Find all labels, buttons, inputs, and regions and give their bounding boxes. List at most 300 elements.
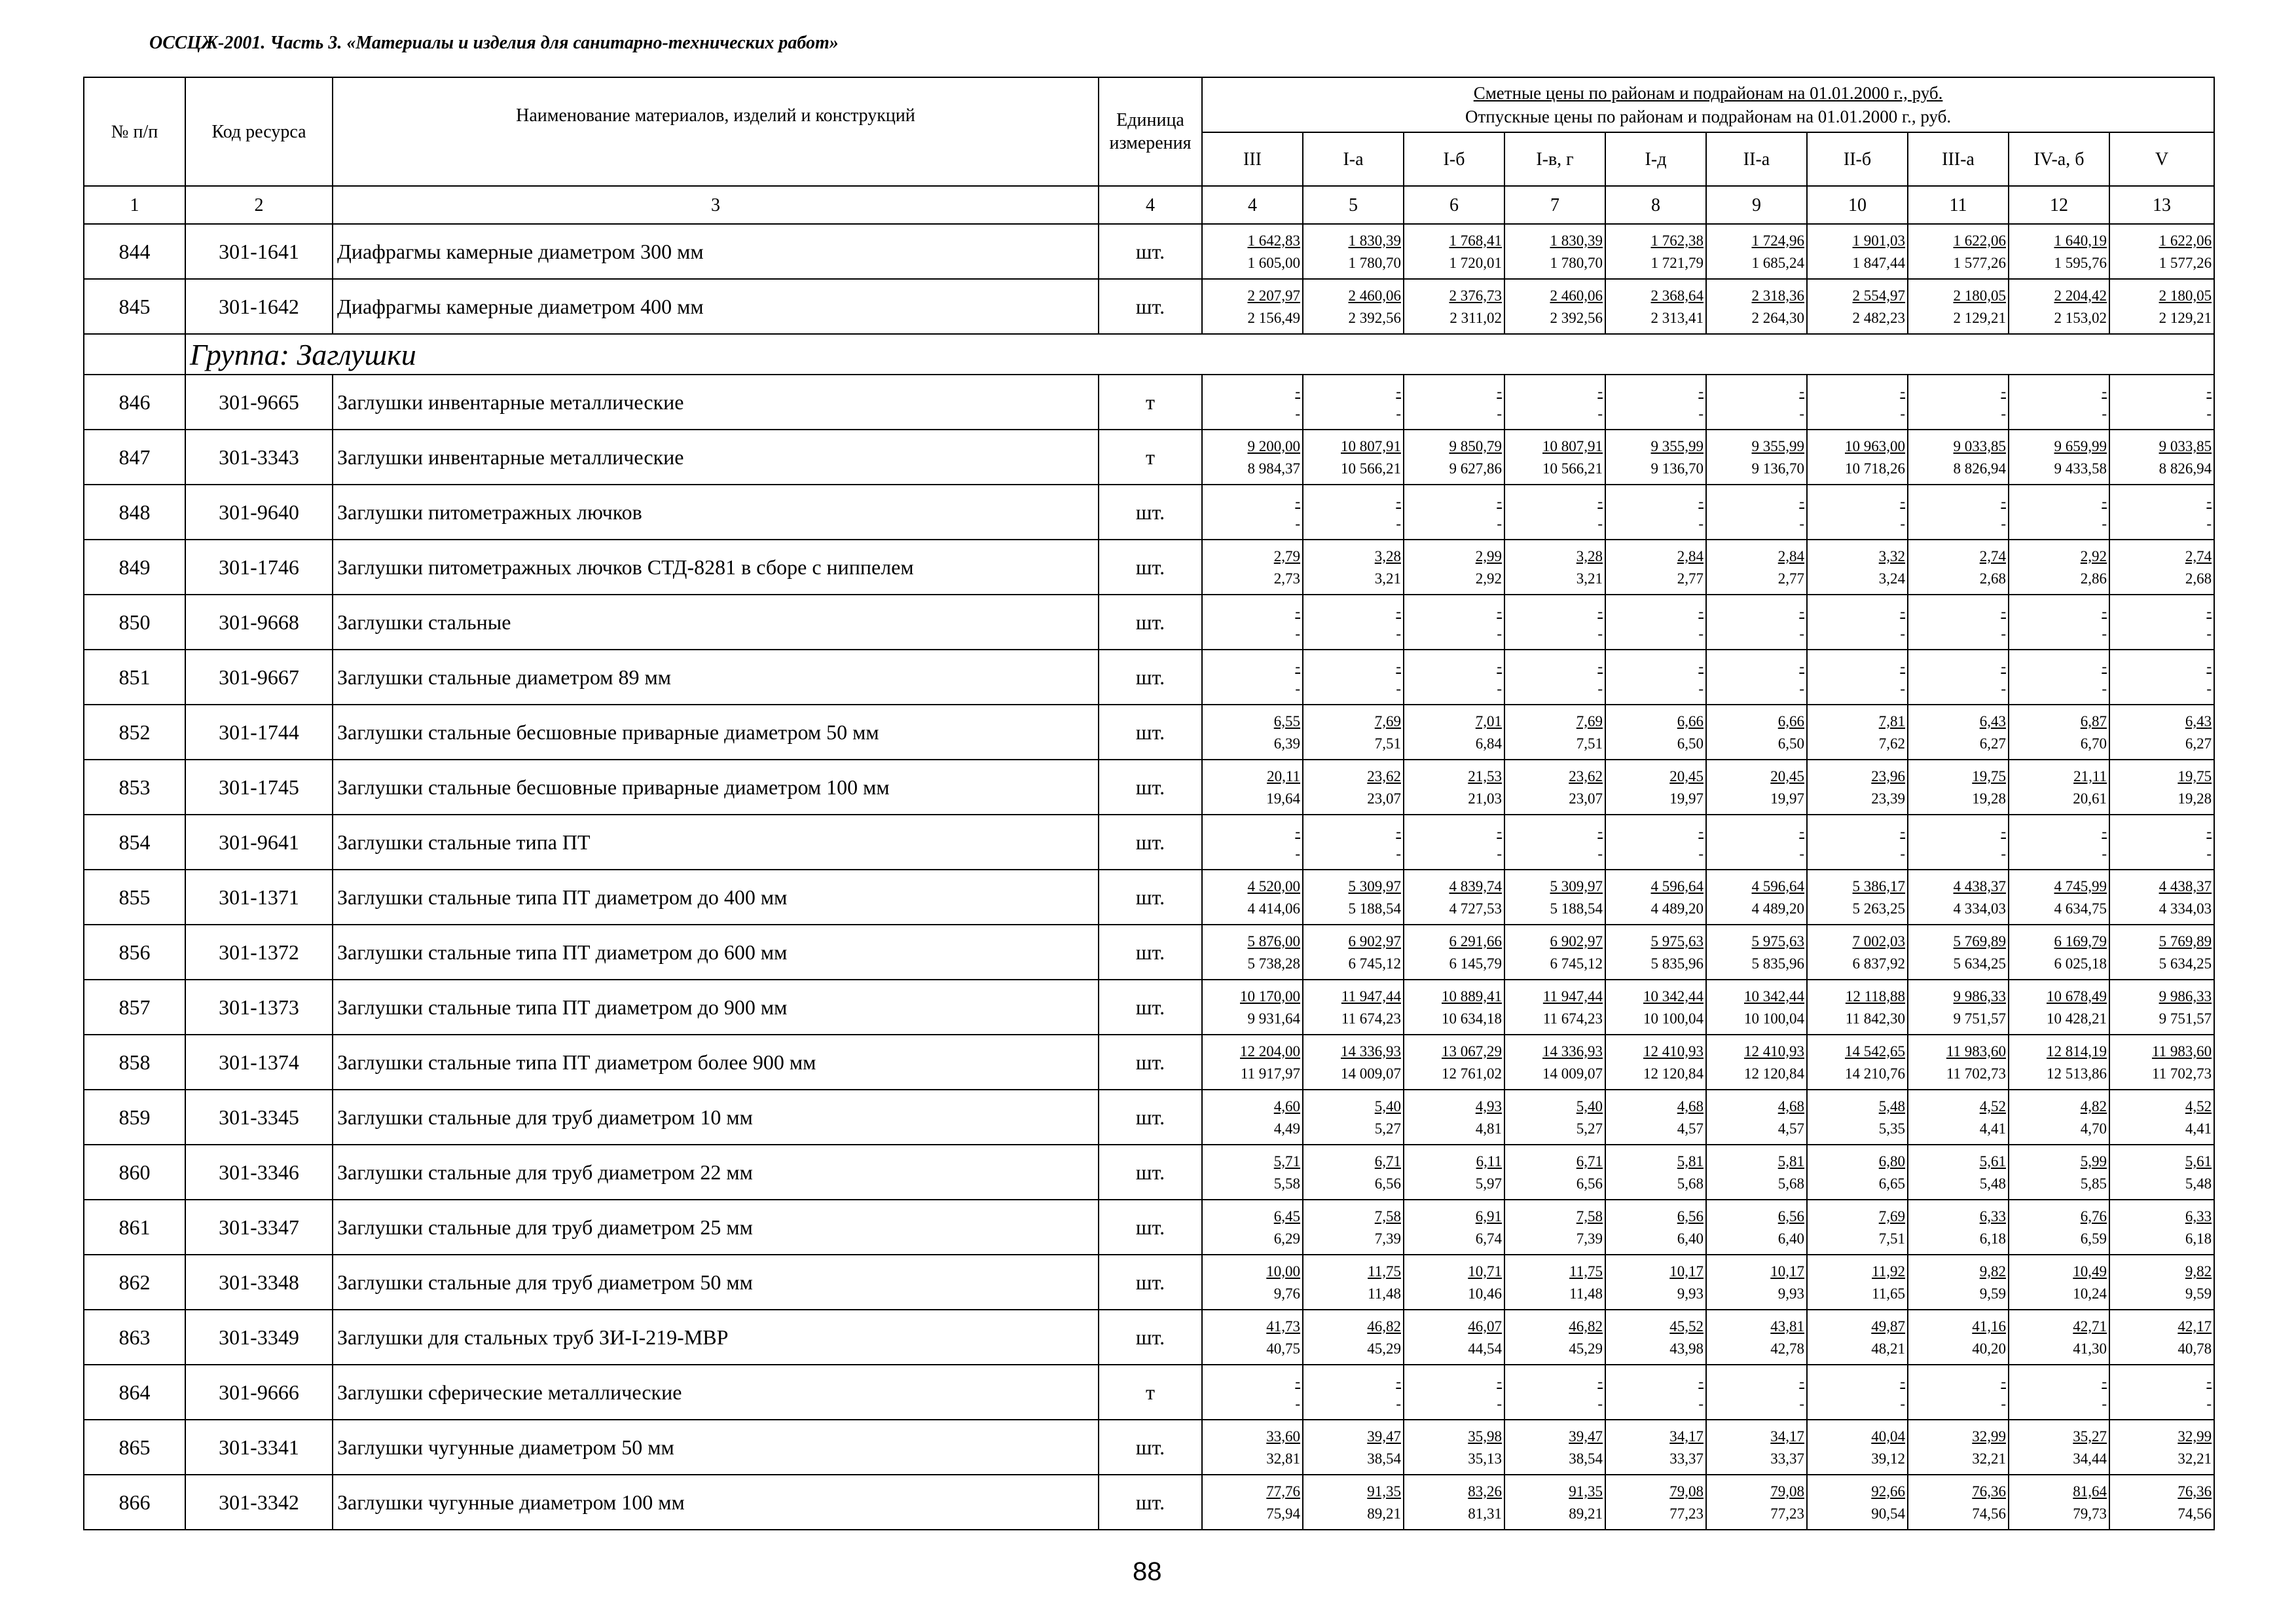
estimate-price: 5,61 bbox=[1979, 1153, 2006, 1170]
estimate-price: 77,76 bbox=[1266, 1483, 1300, 1500]
estimate-price: 35,27 bbox=[2073, 1428, 2107, 1445]
material-name: Заглушки стальные типа ПТ диаметром до 900 мм bbox=[333, 980, 1099, 1035]
row-number: 861 bbox=[84, 1200, 185, 1255]
resource-code: 301-3346 bbox=[185, 1145, 333, 1200]
column-number: 10 bbox=[1807, 186, 1908, 224]
release-price: 1 721,79 bbox=[1650, 254, 1704, 271]
estimate-price: 11 983,60 bbox=[2151, 1043, 2212, 1060]
price-cell bbox=[1605, 1365, 1706, 1420]
release-price: 19,28 bbox=[1972, 790, 2006, 807]
price-cell bbox=[1404, 815, 1504, 870]
price-cell bbox=[2009, 224, 2109, 279]
release-price: 7,39 bbox=[1576, 1230, 1603, 1247]
release-price: 4,70 bbox=[2080, 1120, 2107, 1137]
estimate-price: 35,98 bbox=[1468, 1428, 1502, 1445]
row-number: 853 bbox=[84, 760, 185, 815]
release-price: 14 009,07 bbox=[1542, 1065, 1603, 1082]
estimate-price: 4,68 bbox=[1677, 1098, 1704, 1115]
row-number: 857 bbox=[84, 980, 185, 1035]
release-price: 19,97 bbox=[1669, 790, 1704, 807]
price-cell bbox=[1303, 279, 1404, 334]
estimate-price: - bbox=[1396, 822, 1401, 840]
release-price: 40,78 bbox=[2178, 1340, 2212, 1357]
price-cell bbox=[1404, 1255, 1504, 1310]
price-cell bbox=[2109, 1310, 2214, 1365]
release-price: 6 025,18 bbox=[2054, 955, 2107, 972]
release-price: 9,59 bbox=[2185, 1285, 2212, 1302]
price-cell bbox=[1908, 870, 2009, 925]
release-price: - bbox=[1799, 680, 1804, 697]
release-price: - bbox=[1597, 1395, 1603, 1412]
estimate-price: - bbox=[2102, 382, 2107, 399]
release-price: 6,39 bbox=[1273, 735, 1300, 752]
estimate-price: 6,87 bbox=[2080, 712, 2107, 729]
price-table bbox=[83, 77, 2215, 1530]
estimate-price: 4,68 bbox=[1777, 1098, 1804, 1115]
price-cell bbox=[1504, 1035, 1605, 1090]
material-name: Заглушки стальные для труб диаметром 50 мм bbox=[333, 1255, 1099, 1310]
release-price: 9 136,70 bbox=[1650, 460, 1704, 477]
resource-code: 301-3341 bbox=[185, 1420, 333, 1475]
estimate-price: 6,33 bbox=[1979, 1208, 2006, 1225]
table-row bbox=[84, 870, 2214, 925]
material-name: Заглушки для стальных труб ЗИ-I-219-МВР bbox=[333, 1310, 1099, 1365]
unit-cell: шт. bbox=[1099, 485, 1202, 540]
release-price: 48,21 bbox=[1871, 1340, 1905, 1357]
price-cell bbox=[1807, 1310, 1908, 1365]
estimate-price: - bbox=[1799, 657, 1804, 674]
release-price: 1 577,26 bbox=[2159, 254, 2212, 271]
release-price: 5,35 bbox=[1878, 1120, 1905, 1137]
release-price: - bbox=[1396, 1395, 1401, 1412]
estimate-price: 3,28 bbox=[1576, 547, 1603, 564]
material-name: Заглушки стальные для труб диаметром 25 мм bbox=[333, 1200, 1099, 1255]
estimate-price: - bbox=[1799, 382, 1804, 399]
release-price: 2 153,02 bbox=[2054, 309, 2107, 326]
estimate-price: 2,74 bbox=[1979, 547, 2006, 564]
estimate-price: 6,55 bbox=[1273, 712, 1300, 729]
material-name: Заглушки стальные диаметром 89 мм bbox=[333, 650, 1099, 705]
price-cell bbox=[1404, 540, 1504, 595]
estimate-price: 1 724,96 bbox=[1751, 232, 1804, 249]
release-price: 5,48 bbox=[1979, 1175, 2006, 1192]
release-price: 6,50 bbox=[1677, 735, 1704, 752]
price-cell bbox=[2009, 1365, 2109, 1420]
resource-code: 301-1744 bbox=[185, 705, 333, 760]
row-number: 866 bbox=[84, 1475, 185, 1530]
table-row bbox=[84, 375, 2214, 430]
estimate-price: - bbox=[2102, 602, 2107, 619]
release-price: 4 334,03 bbox=[2159, 900, 2212, 917]
price-table-body bbox=[84, 224, 2214, 1530]
price-cell bbox=[1303, 1145, 1404, 1200]
price-cell bbox=[1504, 1365, 1605, 1420]
region-header: I-б bbox=[1404, 132, 1504, 186]
table-row bbox=[84, 1365, 2214, 1420]
release-price: 10 100,04 bbox=[1643, 1010, 1704, 1027]
row-number: 860 bbox=[84, 1145, 185, 1200]
column-number-row bbox=[84, 186, 2214, 224]
estimate-price: 5,48 bbox=[1878, 1098, 1905, 1115]
estimate-price: - bbox=[1799, 1373, 1804, 1390]
estimate-price: 46,07 bbox=[1468, 1318, 1502, 1335]
estimate-price: 6,56 bbox=[1677, 1208, 1704, 1225]
estimate-price: 1 830,39 bbox=[1550, 232, 1603, 249]
unit-cell: шт. bbox=[1099, 815, 1202, 870]
resource-code: 301-1372 bbox=[185, 925, 333, 980]
estimate-price: - bbox=[1597, 602, 1603, 619]
estimate-price: 6 169,79 bbox=[2054, 932, 2107, 950]
price-cell bbox=[1706, 1090, 1807, 1145]
release-price: 40,20 bbox=[1972, 1340, 2006, 1357]
price-cell bbox=[2109, 1475, 2214, 1530]
unit-cell: шт. bbox=[1099, 279, 1202, 334]
estimate-price: 12 204,00 bbox=[1240, 1043, 1300, 1060]
release-price: - bbox=[1396, 405, 1401, 422]
release-price: 6,18 bbox=[1979, 1230, 2006, 1247]
estimate-price: 4,82 bbox=[2080, 1098, 2107, 1115]
estimate-price: 9 986,33 bbox=[1953, 987, 2006, 1005]
row-number: 862 bbox=[84, 1255, 185, 1310]
estimate-price: 14 542,65 bbox=[1845, 1043, 1905, 1060]
estimate-price: 21,11 bbox=[2073, 767, 2107, 784]
estimate-price: 79,08 bbox=[1669, 1483, 1704, 1500]
price-cell bbox=[1908, 224, 2009, 279]
price-cell bbox=[1605, 485, 1706, 540]
price-cell bbox=[1605, 1475, 1706, 1530]
release-price: 2 311,02 bbox=[1449, 309, 1502, 326]
release-price: - bbox=[1698, 1395, 1704, 1412]
release-price: 23,07 bbox=[1569, 790, 1603, 807]
price-cell bbox=[1807, 1035, 1908, 1090]
price-cell bbox=[2009, 1420, 2109, 1475]
release-price: - bbox=[1295, 405, 1300, 422]
estimate-price: 11,92 bbox=[1872, 1263, 1905, 1280]
resource-code: 301-1746 bbox=[185, 540, 333, 595]
estimate-price: - bbox=[1497, 1373, 1502, 1390]
estimate-price: 12 814,19 bbox=[2047, 1043, 2107, 1060]
table-row bbox=[84, 650, 2214, 705]
release-price: 6,70 bbox=[2080, 735, 2107, 752]
resource-code: 301-3343 bbox=[185, 430, 333, 485]
release-price: 11,48 bbox=[1569, 1285, 1603, 1302]
release-price: 4 334,03 bbox=[1953, 900, 2006, 917]
estimate-price: 6,66 bbox=[1777, 712, 1804, 729]
estimate-price: 11 983,60 bbox=[1946, 1043, 2006, 1060]
material-name: Заглушки стальные bbox=[333, 595, 1099, 650]
table-row bbox=[84, 1255, 2214, 1310]
release-price: 9 433,58 bbox=[2054, 460, 2107, 477]
resource-code: 301-1745 bbox=[185, 760, 333, 815]
material-name: Заглушки стальные типа ПТ диаметром более 900 мм bbox=[333, 1035, 1099, 1090]
estimate-price: 9,82 bbox=[2185, 1263, 2212, 1280]
release-price: 5 634,25 bbox=[1953, 955, 2006, 972]
estimate-price: 2 376,73 bbox=[1449, 287, 1502, 304]
price-cell bbox=[1908, 1365, 2009, 1420]
price-cell bbox=[1202, 595, 1303, 650]
estimate-price: 1 762,38 bbox=[1650, 232, 1704, 249]
row-number: 847 bbox=[84, 430, 185, 485]
price-cell bbox=[1404, 375, 1504, 430]
price-cell bbox=[1807, 224, 1908, 279]
price-cell bbox=[1202, 980, 1303, 1035]
price-cell bbox=[1504, 540, 1605, 595]
release-price: 5 835,96 bbox=[1650, 955, 1704, 972]
release-price: 8 826,94 bbox=[2159, 460, 2212, 477]
price-cell bbox=[1908, 1255, 2009, 1310]
release-price: 1 685,24 bbox=[1751, 254, 1804, 271]
release-price: 5,85 bbox=[2080, 1175, 2107, 1192]
release-price: 19,97 bbox=[1770, 790, 1804, 807]
unit-cell: шт. bbox=[1099, 870, 1202, 925]
release-price: - bbox=[1396, 845, 1401, 862]
estimate-price: - bbox=[1396, 492, 1401, 509]
release-price: 9 136,70 bbox=[1751, 460, 1804, 477]
price-cell bbox=[1908, 980, 2009, 1035]
row-number: 854 bbox=[84, 815, 185, 870]
price-cell bbox=[1504, 375, 1605, 430]
price-cell bbox=[1303, 980, 1404, 1035]
release-price: - bbox=[1799, 625, 1804, 642]
release-price: - bbox=[1295, 1395, 1300, 1412]
table-row bbox=[84, 925, 2214, 980]
estimate-price: 5,99 bbox=[2080, 1153, 2107, 1170]
price-cell bbox=[1202, 870, 1303, 925]
price-cell bbox=[1605, 224, 1706, 279]
estimate-price: 49,87 bbox=[1871, 1318, 1905, 1335]
estimate-price: 9 355,99 bbox=[1650, 437, 1704, 454]
release-price: - bbox=[2102, 680, 2107, 697]
table-row bbox=[84, 595, 2214, 650]
estimate-price: - bbox=[1900, 1373, 1905, 1390]
price-cell bbox=[2109, 870, 2214, 925]
release-price: 8 984,37 bbox=[1247, 460, 1300, 477]
header-prices bbox=[1202, 77, 2214, 132]
release-price: 5,68 bbox=[1777, 1175, 1804, 1192]
estimate-price: 79,08 bbox=[1770, 1483, 1804, 1500]
estimate-price: 3,28 bbox=[1374, 547, 1401, 564]
price-cell bbox=[2009, 760, 2109, 815]
price-cell bbox=[1807, 375, 1908, 430]
unit-cell: шт. bbox=[1099, 1090, 1202, 1145]
price-cell bbox=[1202, 815, 1303, 870]
row-number: 864 bbox=[84, 1365, 185, 1420]
price-cell bbox=[1404, 1475, 1504, 1530]
column-number: 4 bbox=[1202, 186, 1303, 224]
release-price: - bbox=[2001, 625, 2006, 642]
estimate-price: 2,79 bbox=[1273, 547, 1300, 564]
price-cell bbox=[1202, 1475, 1303, 1530]
release-price: 1 847,44 bbox=[1852, 254, 1905, 271]
table-row bbox=[84, 224, 2214, 279]
estimate-price: 10 807,91 bbox=[1542, 437, 1603, 454]
release-price: 9,93 bbox=[1677, 1285, 1704, 1302]
estimate-price: - bbox=[1497, 382, 1502, 399]
price-cell bbox=[2109, 485, 2214, 540]
row-number: 856 bbox=[84, 925, 185, 980]
estimate-price: 7,69 bbox=[1374, 712, 1401, 729]
material-name: Заглушки стальные бесшовные приварные диаметром 100 мм bbox=[333, 760, 1099, 815]
estimate-price: - bbox=[1497, 602, 1502, 619]
price-cell bbox=[1605, 375, 1706, 430]
release-price: - bbox=[1396, 515, 1401, 532]
estimate-price: - bbox=[1900, 602, 1905, 619]
release-price: 12 120,84 bbox=[1643, 1065, 1704, 1082]
row-number: 863 bbox=[84, 1310, 185, 1365]
release-price: - bbox=[2206, 680, 2212, 697]
estimate-price: - bbox=[1799, 822, 1804, 840]
estimate-price: - bbox=[2206, 382, 2212, 399]
price-cell bbox=[2009, 1090, 2109, 1145]
price-cell bbox=[1202, 1420, 1303, 1475]
estimate-price: 5 876,00 bbox=[1247, 932, 1300, 950]
estimate-price: - bbox=[1698, 1373, 1704, 1390]
group-title: Группа: Заглушки bbox=[185, 334, 2214, 375]
estimate-price: - bbox=[2001, 382, 2006, 399]
release-price: 9 627,86 bbox=[1449, 460, 1502, 477]
unit-cell: шт. bbox=[1099, 595, 1202, 650]
price-cell bbox=[1908, 760, 2009, 815]
price-cell bbox=[1605, 1420, 1706, 1475]
price-cell bbox=[1404, 1090, 1504, 1145]
price-cell bbox=[1605, 705, 1706, 760]
price-cell bbox=[2009, 375, 2109, 430]
release-price: - bbox=[1497, 515, 1502, 532]
release-price: - bbox=[2001, 405, 2006, 422]
price-cell bbox=[1504, 430, 1605, 485]
estimate-price: 6,76 bbox=[2080, 1208, 2107, 1225]
price-cell bbox=[1706, 430, 1807, 485]
release-price: 9,76 bbox=[1273, 1285, 1300, 1302]
price-cell bbox=[1807, 1365, 1908, 1420]
estimate-price: - bbox=[1396, 657, 1401, 674]
estimate-price: 39,47 bbox=[1367, 1428, 1401, 1445]
price-cell bbox=[2109, 540, 2214, 595]
column-number: 3 bbox=[333, 186, 1099, 224]
table-row bbox=[84, 760, 2214, 815]
estimate-price: - bbox=[1698, 382, 1704, 399]
region-header: IV-а, б bbox=[2009, 132, 2109, 186]
release-price: - bbox=[1698, 515, 1704, 532]
price-cell bbox=[2009, 540, 2109, 595]
price-cell bbox=[1504, 815, 1605, 870]
estimate-price: 7,58 bbox=[1576, 1208, 1603, 1225]
release-price: 44,54 bbox=[1468, 1340, 1502, 1357]
release-price: 6,74 bbox=[1475, 1230, 1502, 1247]
estimate-price: 20,45 bbox=[1770, 767, 1804, 784]
price-cell bbox=[2109, 1145, 2214, 1200]
release-price: 9 751,57 bbox=[1953, 1010, 2006, 1027]
price-cell bbox=[1706, 540, 1807, 595]
price-cell bbox=[2109, 925, 2214, 980]
release-price: - bbox=[1597, 405, 1603, 422]
price-cell bbox=[2109, 705, 2214, 760]
price-cell bbox=[1404, 1200, 1504, 1255]
estimate-price: 6,66 bbox=[1677, 712, 1704, 729]
release-price: 81,31 bbox=[1468, 1505, 1502, 1522]
release-price: - bbox=[1396, 680, 1401, 697]
estimate-price: 41,16 bbox=[1972, 1318, 2006, 1335]
estimate-price: 1 901,03 bbox=[1852, 232, 1905, 249]
estimate-price: 4,52 bbox=[1979, 1098, 2006, 1115]
estimate-price: 9 659,99 bbox=[2054, 437, 2107, 454]
estimate-price: 32,99 bbox=[2178, 1428, 2212, 1445]
unit-cell: шт. bbox=[1099, 760, 1202, 815]
estimate-price: 4 438,37 bbox=[1953, 877, 2006, 895]
estimate-price: - bbox=[2206, 492, 2212, 509]
price-cell bbox=[1303, 595, 1404, 650]
estimate-price: 5 975,63 bbox=[1751, 932, 1804, 950]
estimate-price: - bbox=[2206, 657, 2212, 674]
price-cell bbox=[2009, 1145, 2109, 1200]
estimate-price: 4 520,00 bbox=[1247, 877, 1300, 895]
estimate-price: 2 207,97 bbox=[1247, 287, 1300, 304]
release-price: - bbox=[1597, 625, 1603, 642]
price-cell bbox=[1504, 1255, 1605, 1310]
estimate-price: 12 410,93 bbox=[1744, 1043, 1804, 1060]
release-price: 20,61 bbox=[2073, 790, 2107, 807]
unit-cell: шт. bbox=[1099, 980, 1202, 1035]
estimate-price: 2 180,05 bbox=[1953, 287, 2006, 304]
estimate-price: 11 947,44 bbox=[1341, 987, 1401, 1005]
price-cell bbox=[1807, 815, 1908, 870]
estimate-price: 4,60 bbox=[1273, 1098, 1300, 1115]
release-price: - bbox=[2206, 1395, 2212, 1412]
release-price: 5,27 bbox=[1576, 1120, 1603, 1137]
document-title: ОССЦЖ-2001. Часть 3. «Материалы и изделия для санитарно-технических работ» bbox=[149, 33, 839, 53]
estimate-price: 4 596,64 bbox=[1650, 877, 1704, 895]
release-price: 74,56 bbox=[1972, 1505, 2006, 1522]
release-price: - bbox=[2206, 625, 2212, 642]
resource-code: 301-9641 bbox=[185, 815, 333, 870]
release-price: 4,41 bbox=[1979, 1120, 2006, 1137]
release-price: - bbox=[2206, 515, 2212, 532]
release-price: 2,77 bbox=[1777, 570, 1804, 587]
estimate-price: - bbox=[2001, 822, 2006, 840]
release-price: - bbox=[1597, 515, 1603, 532]
release-price: 6 745,12 bbox=[1348, 955, 1401, 972]
estimate-price: 40,04 bbox=[1871, 1428, 1905, 1445]
price-cell bbox=[1504, 650, 1605, 705]
price-cell bbox=[1202, 485, 1303, 540]
estimate-price: 4,93 bbox=[1475, 1098, 1502, 1115]
price-cell bbox=[1605, 980, 1706, 1035]
unit-cell: шт. bbox=[1099, 1475, 1202, 1530]
material-name: Диафрагмы камерные диаметром 300 мм bbox=[333, 224, 1099, 279]
price-cell bbox=[1404, 1310, 1504, 1365]
price-cell bbox=[1908, 279, 2009, 334]
estimate-price: - bbox=[1597, 492, 1603, 509]
estimate-price: 11,75 bbox=[1368, 1263, 1401, 1280]
estimate-price: 5,81 bbox=[1777, 1153, 1804, 1170]
release-price: - bbox=[2102, 845, 2107, 862]
release-price: 11 702,73 bbox=[1946, 1065, 2006, 1082]
price-cell bbox=[1504, 925, 1605, 980]
estimate-price: 34,17 bbox=[1669, 1428, 1704, 1445]
release-price: - bbox=[2206, 845, 2212, 862]
price-cell bbox=[1202, 279, 1303, 334]
release-price: 14 210,76 bbox=[1845, 1065, 1905, 1082]
unit-cell: шт. bbox=[1099, 1420, 1202, 1475]
price-cell bbox=[1605, 1310, 1706, 1365]
estimate-price: 2 204,42 bbox=[2054, 287, 2107, 304]
release-price: 7,51 bbox=[1878, 1230, 1905, 1247]
release-price: - bbox=[1698, 845, 1704, 862]
estimate-price: 42,17 bbox=[2178, 1318, 2212, 1335]
unit-cell: шт. bbox=[1099, 1200, 1202, 1255]
table-row bbox=[84, 815, 2214, 870]
estimate-price: - bbox=[1295, 822, 1300, 840]
